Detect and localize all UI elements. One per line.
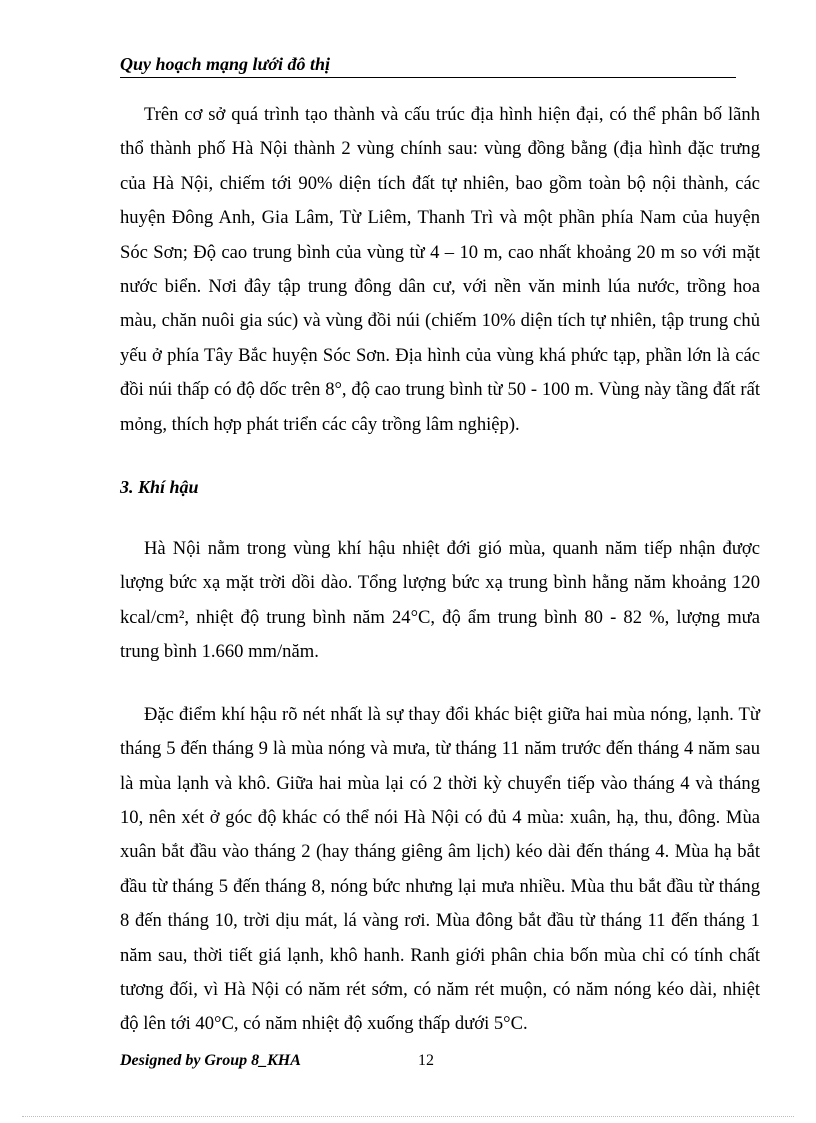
header-rule: [120, 77, 736, 78]
paragraph-terrain: Trên cơ sở quá trình tạo thành và cấu trúc địa hình hiện đại, có thể phân bố lãnh thổ thành phố Hà Nội thành 2 vùng chính sau: vùng đồng bằng (địa hình đặc trưng của Hà Nội, chiếm tới 90% diện tích đất tự nhiên, bao gồm toàn bộ nội thành, các huyện Đông Anh, Gia Lâm, Từ Liêm, Thanh Trì và một phần phía Nam của huyện Sóc Sơn; Độ cao trung bình của vùng từ 4 – 10 m, cao nhất khoảng 20 m so với mặt nước biển. Nơi đây tập trung đông dân cư, với nền văn minh lúa nước, trồng hoa màu, chăn nuôi gia súc) và vùng đồi núi (chiếm 10% diện tích tự nhiên, tập trung chủ yếu ở phía Tây Bắc huyện Sóc Sơn. Địa hình của vùng khá phức tạp, phần lớn là các đồi núi thấp có độ dốc trên 8°, độ cao trung bình từ 50 - 100 m. Vùng này tầng đất rất mỏng, thích hợp phát triển các cây trồng lâm nghiệp).: [120, 104, 760, 435]
page-bottom-border: [22, 1116, 794, 1117]
paragraph-climate-overview: Hà Nội nằm trong vùng khí hậu nhiệt đới gió mùa, quanh năm tiếp nhận được lượng bức xạ mặt trời dồi dào. Tổng lượng bức xạ trung bình hằng năm khoảng 120 kcal/cm², nhiệt độ trung bình năm 24°C, độ ẩm trung bình 80 - 82 %, lượng mưa trung bình 1.660 mm/năm.: [120, 538, 760, 663]
page-number: 12: [418, 1052, 434, 1069]
page-body: [120, 98, 760, 1042]
running-header: Quy hoạch mạng lưới đô thị: [120, 54, 330, 74]
section-heading: 3. Khí hậu: [120, 477, 199, 498]
footer-credit: Designed by Group 8_KHA: [120, 1052, 301, 1069]
paragraph-seasons: Đặc điểm khí hậu rõ nét nhất là sự thay đổi khác biệt giữa hai mùa nóng, lạnh. Từ tháng 5 đến tháng 9 là mùa nóng và mưa, từ tháng 11 năm trước đến tháng 4 năm sau là mùa lạnh và khô. Giữa hai mùa lại có 2 thời kỳ chuyển tiếp vào tháng 4 và tháng 10, nên xét ở góc độ khác có thể nói Hà Nội có đủ 4 mùa: xuân, hạ, thu, đông. Mùa xuân bắt đầu vào tháng 2 (hay tháng giêng âm lịch) kéo dài đến tháng 4. Mùa hạ bắt đầu từ tháng 5 đến tháng 8, nóng bức nhưng lại mưa nhiều. Mùa thu bắt đầu từ tháng 8 đến tháng 10, trời dịu mát, lá vàng rơi. Mùa đông bắt đầu từ tháng 11 đến tháng 1 năm sau, thời tiết giá lạnh, khô hanh. Ranh giới phân chia bốn mùa chỉ có tính chất tương đối, vì Hà Nội có năm rét sớm, có năm rét muộn, có năm nóng kéo dài, nhiệt độ lên tới 40°C, có năm nhiệt độ xuống thấp dưới 5°C.: [120, 703, 760, 1035]
